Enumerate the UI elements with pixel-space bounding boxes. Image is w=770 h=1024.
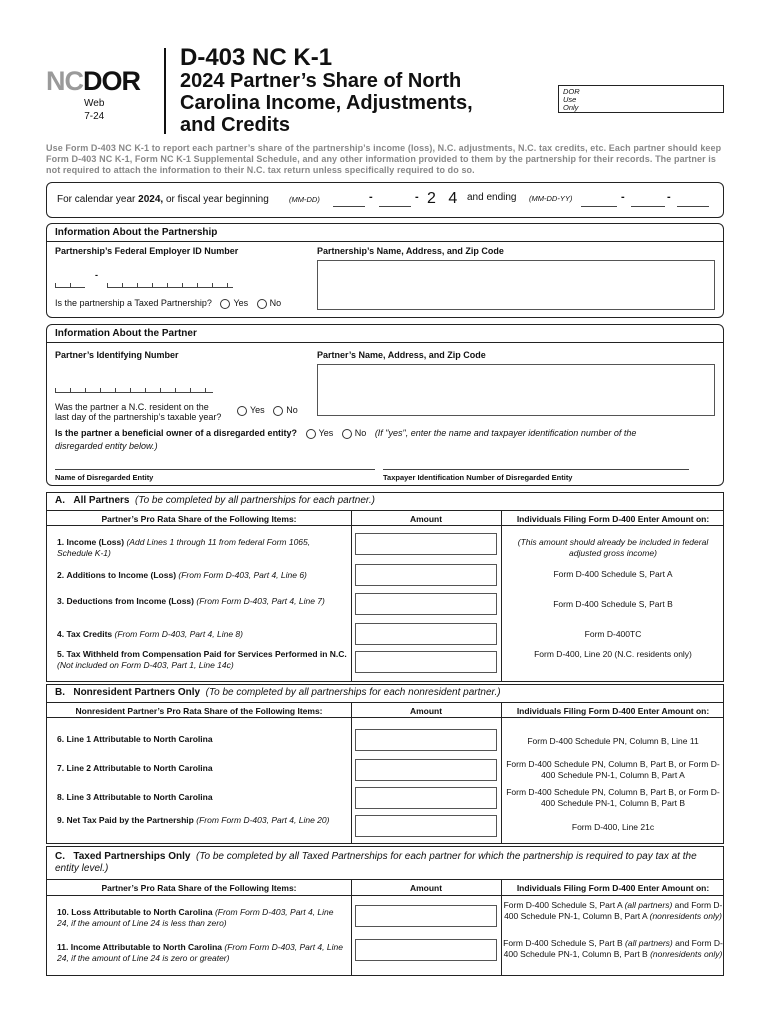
line-4-label: 4. Tax Credits (From Form D-403, Part 4, Line 8) bbox=[57, 629, 243, 639]
end-year-field[interactable] bbox=[677, 197, 709, 207]
line-3-label: 3. Deductions from Income (Loss) (From Form D-403, Part 4, Line 7) bbox=[57, 596, 325, 606]
fein-suffix-field[interactable] bbox=[107, 280, 233, 288]
ncdor-logo: NCDOR bbox=[46, 66, 140, 96]
line-2-label: 2. Additions to Income (Loss) (From Form D-403, Part 4, Line 6) bbox=[57, 570, 307, 580]
line-10-amount[interactable] bbox=[355, 905, 497, 927]
section-a: A. All Partners (To be completed by all partnerships for each partner.) Partner’s Pro Rata Share of the Following Items: Amount Individuals Filing Form D-400 Enter Amount on: 1. Income (Loss) (Add Lines 1 through 11 from federal Form 1065, Schedule K-1) (This amount should already be included in federal adjusted gross income) 2. Additions to Income (Loss) (From Form D-403, Part 4, Line 6) Form D-400 Schedule S, Part A 3. Deductions from Income (Loss) (From Form D-403, Part 4, Line 7) Form D-400 Schedule S, Part B 4. Tax Credits (From Form D-403, Part 4, Line 8) Form D-400TC 5. Tax Withheld from Compensation Paid for Services Performed in N.C. (Not included on Form D-403, Part 1, Line 14c) Form D-400, Line 20 (N.C. residents only) bbox=[46, 492, 724, 682]
line-2-amount[interactable] bbox=[355, 564, 497, 586]
form-title: 2024 Partner’s Share of North Carolina Income, Adjustments, and Credits bbox=[180, 70, 473, 136]
header-divider bbox=[164, 48, 166, 134]
disregarded-tin-field[interactable] bbox=[383, 469, 689, 470]
intro-text: Use Form D-403 NC K-1 to report each partner’s share of the partnership’s income (loss), N.C. adjustments, N.C. tax credits, etc. Each partner should keep Form D-403 NC K-1, Form NC K-1 Supplemental Schedule, and any other information provided to them by the partnership for their records. The partner is not required to attach the information to their N.C. tax return unless specifically required to do so. bbox=[46, 143, 722, 175]
line-11-label: 11. Income Attributable to North Carolina (From Form D-403, Part 4, Line 24, if the amount of Line 24 is zero or greater) bbox=[57, 942, 343, 963]
line-4-amount[interactable] bbox=[355, 623, 497, 645]
line-10-label: 10. Loss Attributable to North Carolina (From Form D-403, Part 4, Line 24, if the amount of Line 24 is less than zero) bbox=[57, 907, 334, 928]
line-8-label: 8. Line 3 Attributable to North Carolina bbox=[57, 792, 213, 802]
line-8-amount[interactable] bbox=[355, 787, 497, 809]
taxed-no-radio[interactable] bbox=[257, 299, 267, 309]
begin-month-field[interactable] bbox=[333, 197, 365, 207]
taxed-yes-radio[interactable] bbox=[220, 299, 230, 309]
partner-info-box: Information About the Partner Partner’s Identifying Number Partner’s Name, Address, and Zip Code Was the partner a N.C. resident on the last day of the partnership’s taxable year? Yes No Is the partner a beneficial owner of a disregarded entity? Yes No (If "yes", enter the name and taxpayer identification number of the disregarded entity below.) Name of Disregarded Entity Taxpayer Identification Number of Disregarded Entity bbox=[46, 324, 724, 486]
owner-yes-radio[interactable] bbox=[306, 429, 316, 439]
disregarded-name-field[interactable] bbox=[55, 469, 375, 470]
line-9-label: 9. Net Tax Paid by the Partnership (From Form D-403, Part 4, Line 20) bbox=[57, 815, 330, 825]
resident-no-radio[interactable] bbox=[273, 406, 283, 416]
end-month-field[interactable] bbox=[581, 197, 617, 207]
line-6-amount[interactable] bbox=[355, 729, 497, 751]
section-c: C. Taxed Partnerships Only (To be completed by all Taxed Partnerships for each partner for which the partnership is required to pay tax at the entity level.) Partner’s Pro Rata Share of the Following Items: Amount Individuals Filing Form D-400 Enter Amount on: 10. Loss Attributable to North Carolina (From Form D-403, Part 4, Line 24, if the amount of Line 24 is less than zero) Form D-400 Schedule S, Part A (all partners) and Form D-400 Schedule PN-1, Column B, Part A (nonresidents only) 11. Income Attributable to North Carolina (From Form D-403, Part 4, Line 24, if the amount of Line 24 is zero or greater) Form D-400 Schedule S, Part B (all partners) and Form D-400 Schedule PN-1, Column B, Part B (nonresidents only) bbox=[46, 846, 724, 976]
line-3-amount[interactable] bbox=[355, 593, 497, 615]
begin-year: 2 4 bbox=[427, 190, 462, 207]
partnership-info-title: Information About the Partnership bbox=[55, 227, 218, 238]
form-version: Web 7-24 bbox=[84, 98, 105, 122]
line-1-amount[interactable] bbox=[355, 533, 497, 555]
owner-no-radio[interactable] bbox=[342, 429, 352, 439]
line-9-amount[interactable] bbox=[355, 815, 497, 837]
section-b: B. Nonresident Partners Only (To be completed by all partnerships for each nonresident partner.) Nonresident Partner’s Pro Rata Share of the Following Items: Amount Individuals Filing Form D-400 Enter Amount on: 6. Line 1 Attributable to North Carolina Form D-400 Schedule PN, Column B, Line 11 7. Line 2 Attributable to North Carolina Form D-400 Schedule PN, Column B, Part B, or Form D-400 Schedule PN-1, Column B, Part A 8. Line 3 Attributable to North Carolina Form D-400 Schedule PN, Column B, Part B, or Form D-400 Schedule PN-1, Column B, Part B 9. Net Tax Paid by the Partnership (From Form D-403, Part 4, Line 20) Form D-400, Line 21c bbox=[46, 684, 724, 844]
begin-day-field[interactable] bbox=[379, 197, 411, 207]
fein-prefix-field[interactable] bbox=[55, 280, 85, 288]
fiscal-year-box: For calendar year 2024, or fiscal year beginning (MM-DD) - - 2 4 and ending (MM-DD-YY) - - bbox=[46, 182, 724, 218]
resident-yes-radio[interactable] bbox=[237, 406, 247, 416]
line-7-label: 7. Line 2 Attributable to North Carolina bbox=[57, 763, 213, 773]
partner-id-field[interactable] bbox=[55, 385, 213, 393]
line-11-amount[interactable] bbox=[355, 939, 497, 961]
end-day-field[interactable] bbox=[631, 197, 665, 207]
line-7-amount[interactable] bbox=[355, 759, 497, 781]
line-5-label: 5. Tax Withheld from Compensation Paid for Services Performed in N.C. (Not included on Form D-403, Part 1, Line 14c) bbox=[57, 649, 347, 670]
partner-info-title: Information About the Partner bbox=[55, 328, 197, 339]
partnership-info-box: Information About the Partnership Partnership’s Federal Employer ID Number Partnership’s Name, Address, and Zip Code - Is the partnership a Taxed Partnership? Yes No bbox=[46, 223, 724, 318]
line-6-label: 6. Line 1 Attributable to North Carolina bbox=[57, 734, 213, 744]
partnership-name-address-field[interactable] bbox=[317, 260, 715, 310]
line-5-amount[interactable] bbox=[355, 651, 497, 673]
partner-name-address-field[interactable] bbox=[317, 364, 715, 416]
dor-use-only-box: DOR Use Only bbox=[558, 85, 724, 113]
line-1-label: 1. Income (Loss) (Add Lines 1 through 11 from federal Form 1065, Schedule K-1) bbox=[57, 537, 311, 558]
form-number: D-403 NC K-1 bbox=[180, 44, 333, 71]
